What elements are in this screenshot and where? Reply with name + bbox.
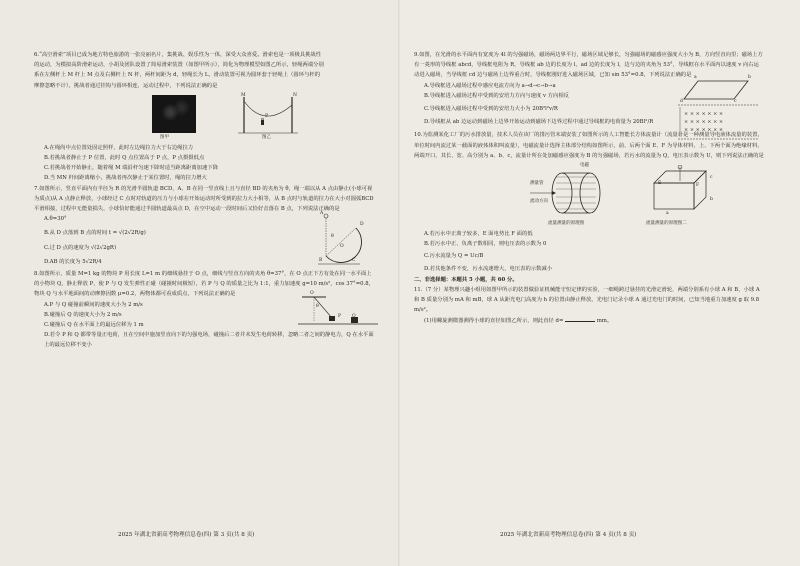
q10-option-d: D.若其他条件不变，污水流速增大，电压表的示数减小 [424,265,553,272]
svg-text:× × × × × × ×: × × × × × × × [684,118,724,125]
q9-option-d: D.导线框从 ab 边运动到磁场上边界开始运动到磁场下边界过程中通过导线框的电荷量为 20Bl²/R [424,119,654,126]
q10-figures [414,161,766,229]
q9-label-c: c [734,98,737,104]
q6-option-a: A.在绳尚中点位置处固定照样，此时左边绳拉力大于右边绳拉力 [44,144,194,151]
q9-label-d: d [680,98,683,104]
q8-stem: 8.如图所示，质量 M=1 kg 的物块 P 用长度 L=1 m 的细线悬挂于 O 点，细线与竖直方向的夹角 θ=37°，在 O 点正下方有处在同一水平面上的小物块 Q，静止释放 P，使 P 与 Q 发生弹性正碰（碰撞时间极短），若 P 与 Q 的质量之比为 1:1，重力加速度 g=10 m/s²，cos 37°=0.8，物块 Q 与水平地面间的动摩擦因数 μ=0.2，两物体都可看成质点，下列说法正确的是 [34,271,374,298]
q6-option-b: B.若挑战者静止于 P 位置，此时 Q 点位置高于 P 点，P 点摄摄低点 [44,155,205,162]
q8-option-b: B.碰撞后 Q 的速度大小为 2 m/s [44,311,122,318]
q6-caption-b: 图乙 [262,134,272,140]
q11-sub1-unit: mm。 [596,317,613,324]
page-4-footer: 2025 年湖北省新高考物理信息卷(四) 第 4 页(共 8 页) [500,532,637,538]
q6-figures [34,93,388,143]
q7-stem: 7.如图所示，竖直平面内有半径为 R 的光滑半圆轨道 BCD，A、B 在同一竖直线上且与直径 BD 的夹角为 θ，绳一端以从 A 点由静止(小球可视为质点)从 A 点静止释放，小球经过 C 点时对轨道的压力与小球在开始运动时所受到的拉力大小相等，从 B 点时与轨道的拉力在大小对圆弧BCD平滑相接，过程中无能量损失，小球恰好能通过半圆轨道最高点 D，在空中运动一段时间后又恰好击落在 B 点，下列说法正确的是 [34,185,374,213]
q11-sub1-text: (1)用螺旋测微器测得小球的直径如图乙所示，则此直径 d= [424,317,564,324]
q6-label-m: M [241,92,246,98]
q7-label-b: B [319,258,323,264]
q6-stem: 6.“高空滑索”项目已成为地方特色旅游的一张亮丽名片，集挑战、娱乐性为一体，深受大众喜爱。滑索也是一项极具挑战性的运动，为模拟高阶滑索运动，小胡及团队设置了简易滑索装置（如图甲所示），简化为物理模型如图乙所示，轻绳两端分别系在左侧杆上 M 杆上 M 点及右侧杆上 N 杆，两杆间距为 d，轻绳长为 L，滑动装置可视为圆环套于轻绳上（圆环与杆的摩擦忽略不计），挑战者通过挂钩与圆环相连，运动过程中，下列说法正确的是 [34,52,324,89]
q10-caption-b: 流量测量的原理图二 [646,221,687,227]
q9-stem: 9.如图，在光滑的水平面内有宽度为 4l 的匀强磁场，磁场两边界平行，磁场区域足够长，匀强磁场的磁感应强度大小为 B，方向竖直向里；磁场上方有一菱形的导线框 abcd，导线框电阻为 R，导线框 ab 边的长度为 l，ad 边的长度为 l，边与边的夹角为 53°，导线框在水平面内以速度 v 向右运动进入磁场，当导线框 cd 边与磁场上边界重合时，导线框刚好进入磁场区域，已知 sin 53°=0.8，下列说法正确的是 [414,52,763,79]
q7-option-c: C.过 D 点的速度为 √(2√2gR) [44,244,117,251]
section-2-heading: 二、非选择题：本题共 5 小题，共 60 分。 [414,276,518,283]
q10-diagram-b [644,165,714,221]
page-4 [400,0,800,566]
svg-text:× × × × × × ×: × × × × × × × [684,126,724,133]
q8-diagram [296,294,380,330]
q10-diagram-a [526,163,622,221]
q9-diagram [676,74,760,143]
q6-label-n: N [293,92,297,98]
q6-option-c: C.若挑战者开始静止，随着绳 M 端沿杆匀速下降时适当距离距离加速下降 [44,165,218,172]
q9-option-b: B.导线框进入磁场过程中受到的安培力方向与速度 v 方向相反 [424,92,569,99]
page-3-footer: 2025 年湖北省新高考物理信息卷(四) 第 3 页(共 8 页) [118,532,255,538]
q8-label-o: O [310,290,314,296]
q10-label-e: E [658,181,662,187]
q8-label-theta: θ [316,303,319,309]
q10-label-f: F [696,183,700,189]
q7-diagram [316,210,372,270]
q7-label-c: C [352,258,356,264]
q9-option-a: A.导线框进入磁场过程中感应电流方向为 a→d→c→b→a [424,82,556,89]
q10-option-b: B.若污水中正、负离子数相同，则电压表的示数为 0 [424,241,547,248]
q8-options [34,290,388,351]
q7-option-d: D.AB 的长度为 5√2R/4 [44,258,102,265]
q7-option-b: B.从 D 点落到 B 点的时间 t = √(2√2R/g) [44,230,146,237]
q7-label-theta: θ [331,234,334,240]
q6-photo [152,95,196,133]
svg-text:× × × × × × ×: × × × × × × × [684,110,724,117]
q10-label-motor: 电磁 [580,163,590,169]
q10-stem: 10.为监测某化工厂的污水排放量，技术人员在该厂的排污管末端安装了如图所示的人工智能长方体流量计（流量计是一种测量导电液体流量的装置，单位时间内流过某一截面的液体体积叫流量），电磁流量计选择主体部分结构如图所示，前、后两个面 E、F 为导体材料，上、下两个面为绝缘材料，两端开口，其长、宽、高分别为 a、b、c，流量计所在处加磁感应强度为 B 的匀强磁场，若污水的流量为 Q，电压表示数为 U，则下列说法正确的是 [414,132,764,159]
q9-options [414,74,766,133]
q9-label-b: b [748,74,751,80]
q8-option-c: C.碰撞后 Q 在水平面上的最远位移为 1 m [44,322,144,329]
q7-label-a: A [320,211,324,217]
q6-caption-a: 图甲 [160,134,170,140]
q9-option-c: C.导线框进入磁场过程中受到的安培力大小为 20B²l²v/R [424,106,558,113]
q6-diagram [234,93,304,141]
q7-options [34,211,388,267]
q8-label-q: Q [352,313,356,319]
q11-stem: 11.（7 分）某物理兴趣小组用如图甲所示的装置做验证机械能守恒定律的实验，一细绳跨过悬挂的光滑定滑轮，两端分别系有小球 A 和 B，小球 A 和 B 质量分别为 mA 和 mB，球 A 从距光电门高度为 h 的位置由静止释放，光电门记录小球 A 通过光电门的时间，已知当地重力加速度 g 取 9.8 m/s²。 [414,287,760,314]
q8-option-a: A.P 与 Q 碰撞前瞬间的速度大小为 2 m/s [44,301,143,308]
q9-label-a: a [694,74,697,80]
q6-option-d: D.当 MN 杆间距离缩小，挑战者再次静止于某位置时，绳的拉力增大 [44,175,207,182]
q8-label-p: P [338,313,342,319]
q10-label-c: c [710,175,713,181]
q11-answer-blank[interactable] [565,321,595,322]
q10-option-a: A.若污水中正离子较多，E 面电势比 F 面的低 [424,231,533,238]
q10-label-b: b [710,197,713,203]
q7-label-o: O [340,244,344,250]
q7-option-a: A.θ=30° [44,216,67,223]
q11-sub1 [424,316,766,326]
q8-option-d: D.若令 P 和 Q 都带等量正电荷，且在空间中施加竖直向下的匀强电场，碰撞后二者并未发生电荷转移，忽略二者之间的静电力，Q 在水平面上的最远位移不变小 [44,332,374,349]
q7-label-d: D [360,222,364,228]
q10-label-a: a [666,211,669,217]
q10-label-flow: 流动方向 [530,199,549,205]
q10-label-pipe: 测量管 [530,181,544,187]
q10-caption-a: 流量测量的原理图 [548,221,585,227]
q10-option-c: C.污水流量为 Q = Uc/B [424,253,484,260]
q6-label-p: P [265,113,269,119]
